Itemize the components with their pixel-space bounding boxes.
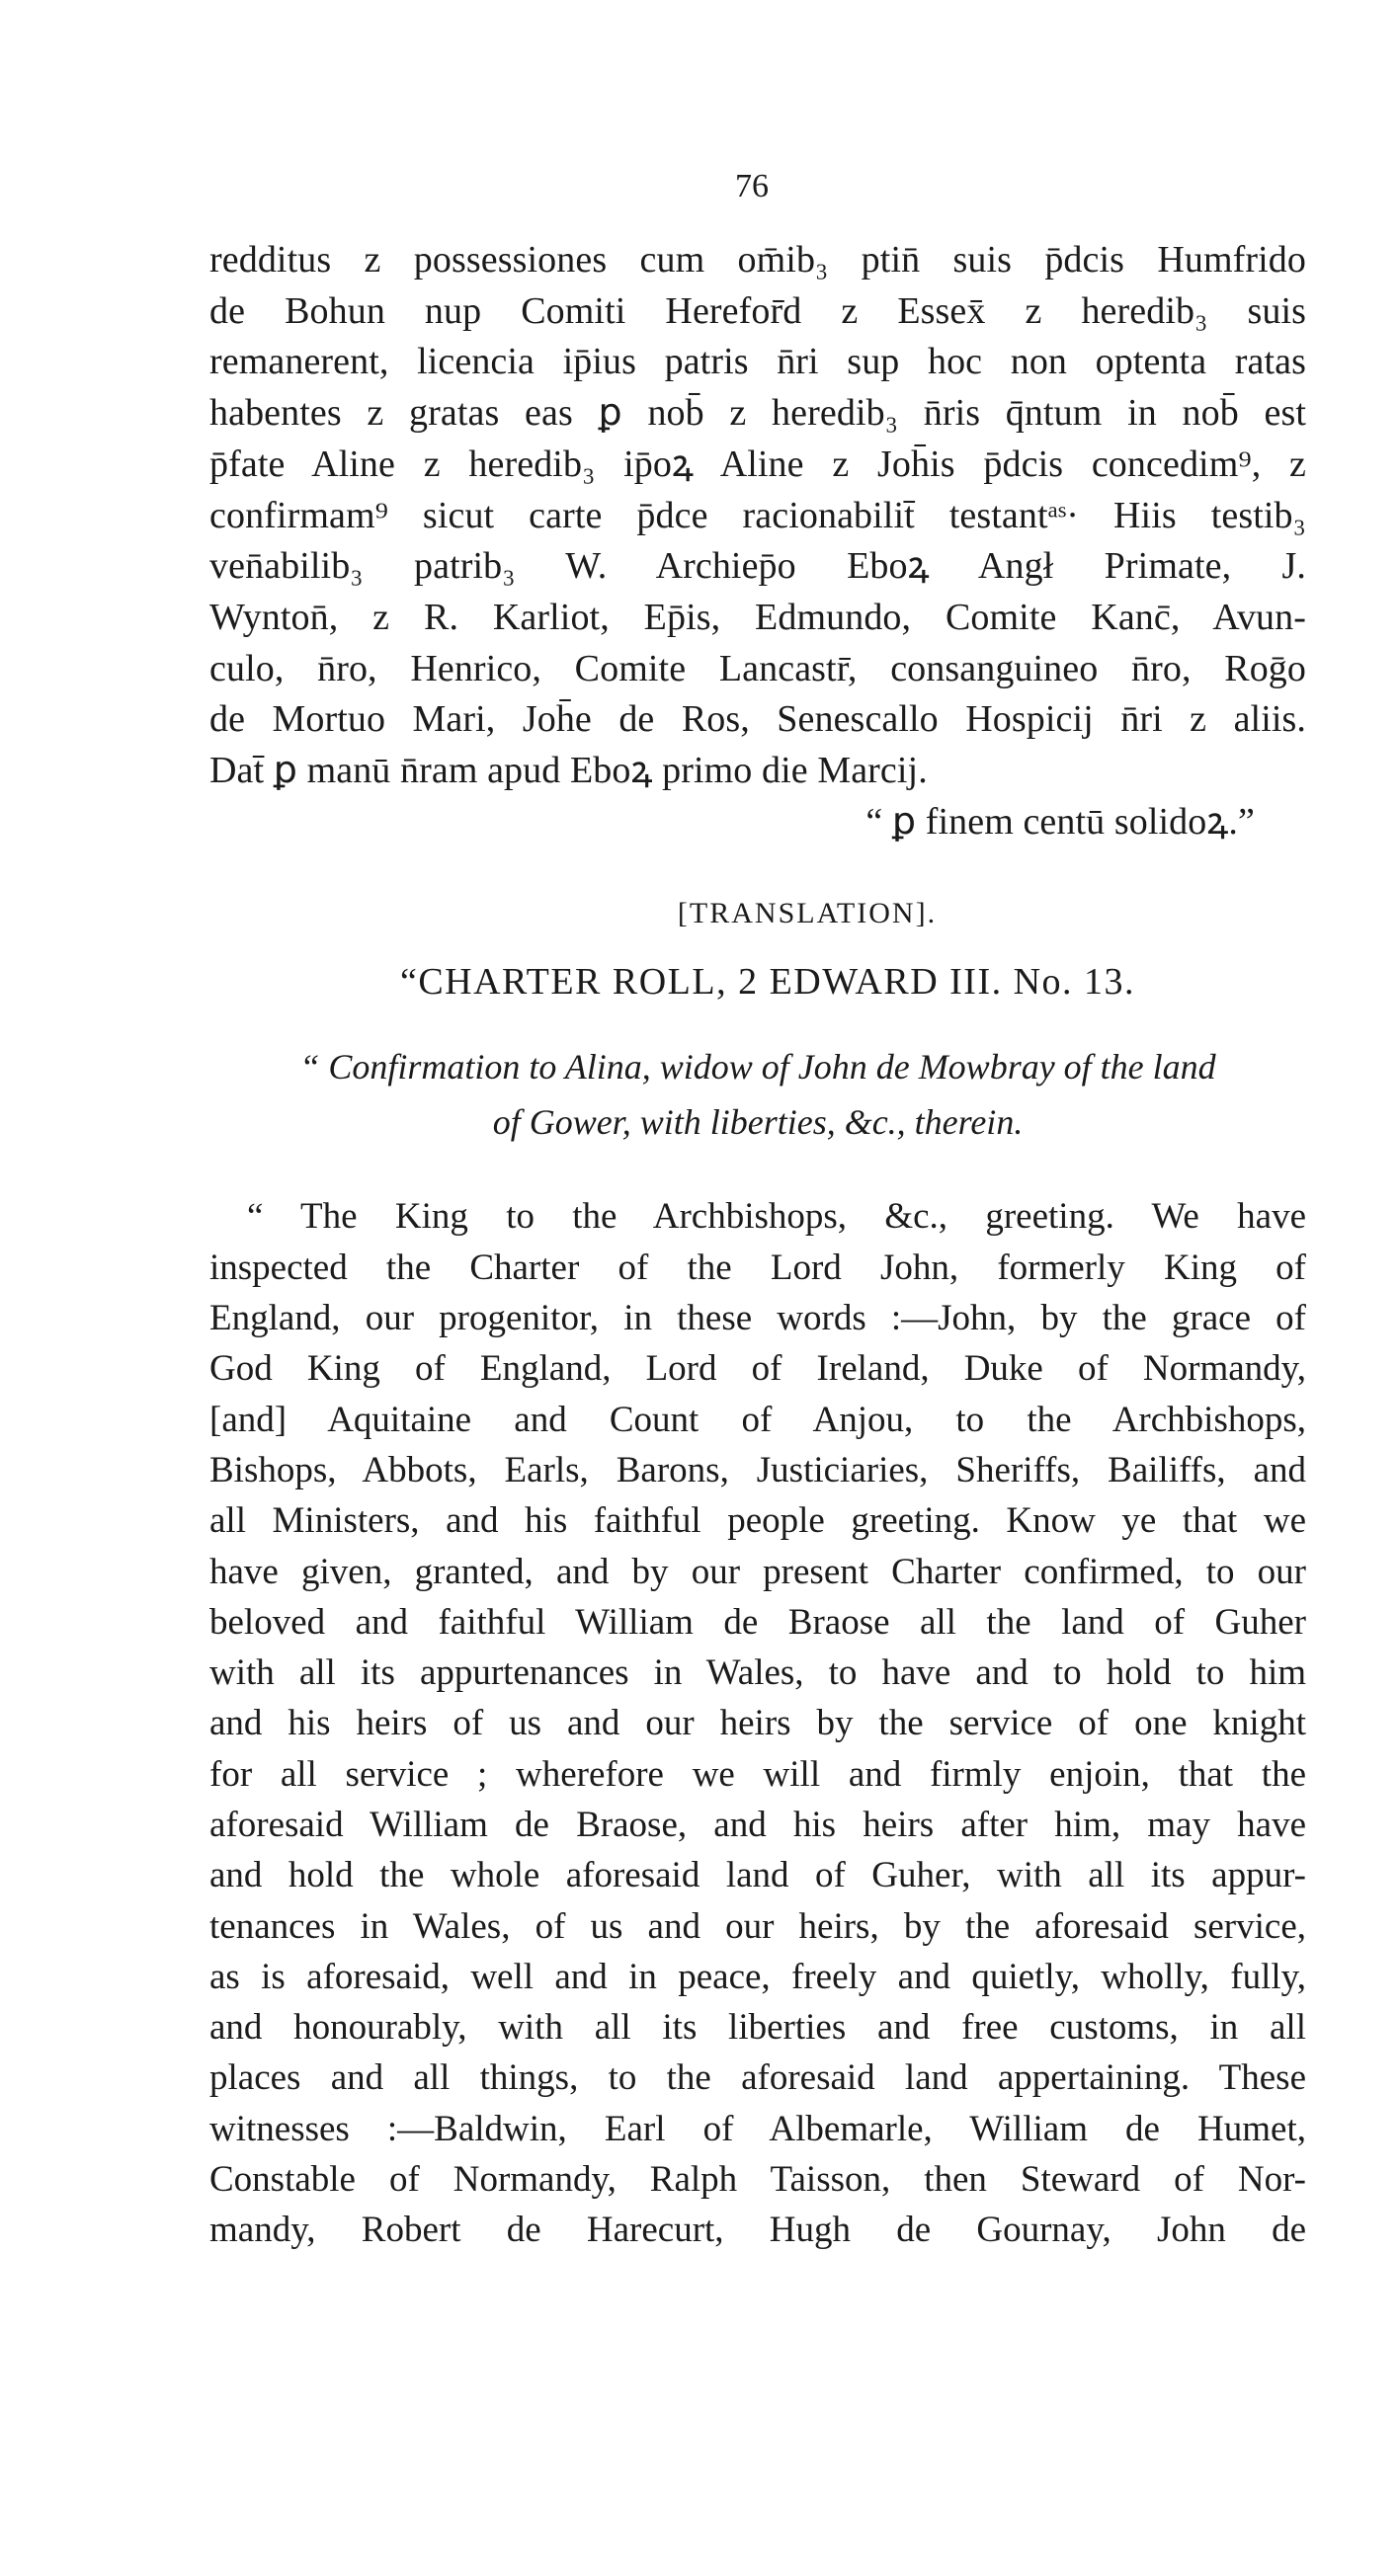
book-page (209, 168, 1306, 2256)
latin-line: remanerent, licencia ip̄ius patris n̄ri sup hoc non optenta ratas (209, 341, 1306, 383)
latin-line: Dat̄ ꝑ manū n̄ram apud Eboꝝ primo die Marcij. (209, 750, 928, 792)
latin-line: Wynton̄, z R. Karliot, Ep̄is, Edmundo, Comite Kanc̄, Avun- (209, 596, 1306, 638)
subtitle-line: of Gower, with liberties, &c., therein. (492, 1102, 1024, 1143)
latin-line: p̄fate Aline z heredib₃ ip̄oꝝ Aline z Joh̄is p̄dcis concedim⁹, z (209, 443, 1306, 485)
body-line: mandy, Robert de Harecurt, Hugh de Gournay, John de (209, 2210, 1306, 2251)
body-line: beloved and faithful William de Braose all the land of Guher (209, 1601, 1306, 1643)
body-line: tenances in Wales, of us and our heirs, by the aforesaid service, (209, 1905, 1306, 1947)
latin-line: de Bohun nup Comiti Herefor̄d z Essex̄ z heredib₃ suis (209, 289, 1306, 332)
latin-line: culo, n̄ro, Henrico, Comite Lancastr̄, consanguineo n̄ro, Roḡo (209, 647, 1306, 689)
latin-closing-line: “ ꝑ finem centū solidoꝝ.” (865, 800, 1255, 843)
body-line: places and all things, to the aforesaid land appertaining. These (209, 2057, 1306, 2099)
body-line: God King of England, Lord of Ireland, Duke of Normandy, (209, 1348, 1306, 1390)
body-line: and honourably, with all its liberties and free customs, in all (209, 2007, 1306, 2049)
latin-line: ven̄abilib₃ patrib₃ W. Archiep̄o Eboꝝ Angł Primate, J. (209, 545, 1306, 588)
body-line: with all its appurtenances in Wales, to have and to hold to him (209, 1652, 1306, 1694)
latin-line: redditus z possessiones cum om̄ib₃ ptin̄ suis p̄dcis Humfrido (209, 239, 1306, 281)
body-line: England, our progenitor, in these words :—John, by the grace of (209, 1298, 1306, 1339)
charter-roll-title: “CHARTER ROLL, 2 EDWARD III. No. 13. (399, 961, 1136, 1004)
body-line: Constable of Normandy, Ralph Taisson, then Steward of Nor- (209, 2159, 1306, 2201)
body-line: Bishops, Abbots, Earls, Barons, Justiciaries, Sheriffs, Bailiffs, and (209, 1449, 1306, 1490)
translation-body (209, 1191, 1306, 2255)
body-line: aforesaid William de Braose, and his heirs after him, may have (209, 1805, 1306, 1845)
latin-line: confirmam⁹ sicut carte p̄dce racionabilit̄ testantᵃˢ· Hiis testib₃ (209, 494, 1306, 536)
page-number: 76 (735, 168, 769, 204)
body-line: “ The King to the Archbishops, &c., greeting. We have (247, 1196, 1306, 1238)
body-line: inspected the Charter of the Lord John, formerly King of (209, 1247, 1306, 1288)
body-line: have given, granted, and by our present Charter confirmed, to our (209, 1551, 1306, 1592)
latin-line: habentes z gratas eas ꝑ nob̄ z heredib₃ n̄ris q̄ntum in nob̄ est (209, 392, 1306, 435)
latin-charter-text (209, 235, 1306, 847)
body-line: for all service ; wherefore we will and firmly enjoin, that the (209, 1753, 1306, 1795)
body-line: and hold the whole aforesaid land of Guher, with all its appur- (209, 1855, 1306, 1896)
body-line: [and] Aquitaine and Count of Anjou, to the Archbishops, (209, 1399, 1306, 1440)
latin-line: de Mortuo Mari, Joh̄e de Ros, Senescallo Hospicij n̄ri z aliis. (209, 698, 1306, 741)
confirmation-subtitle (209, 1039, 1306, 1150)
subtitle-line: “ Confirmation to Alina, widow of John de Mowbray of the land (299, 1047, 1216, 1087)
translation-heading: [TRANSLATION]. (677, 897, 938, 930)
body-line: and his heirs of us and our heirs by the service of one knight (209, 1703, 1306, 1744)
body-line: all Ministers, and his faithful people greeting. Know ye that we (209, 1500, 1306, 1542)
body-line: witnesses :—Baldwin, Earl of Albemarle, William de Humet, (209, 2108, 1306, 2149)
body-line: as is aforesaid, well and in peace, freely and quietly, wholly, fully, (209, 1956, 1306, 1997)
